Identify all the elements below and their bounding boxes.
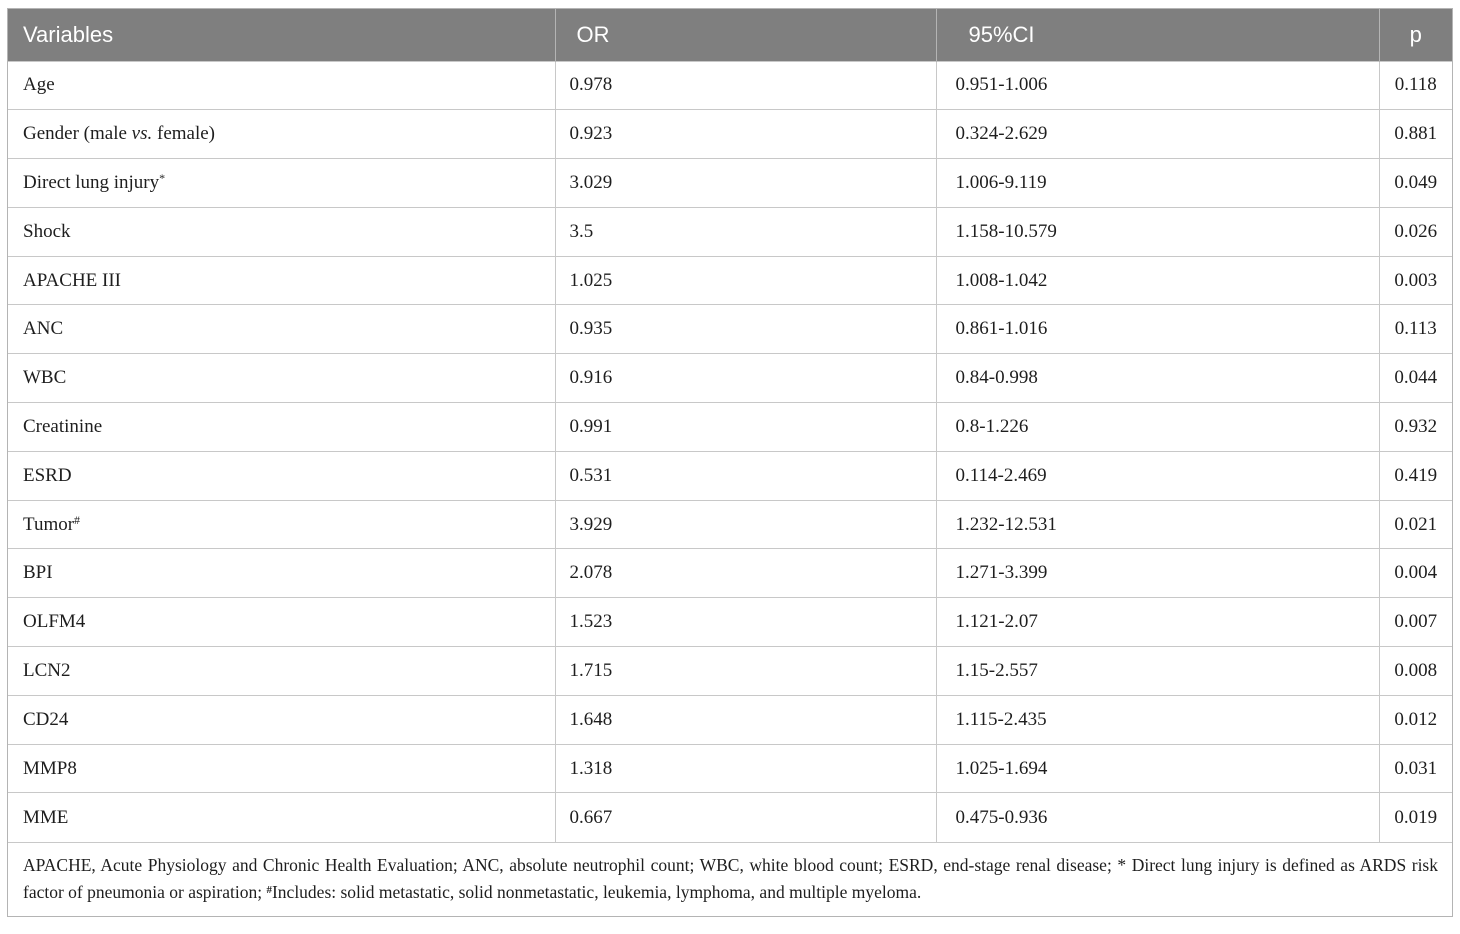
cell-variable [8,207,555,256]
footnote-mark: # [266,883,272,896]
cell-or: 3.5 [555,207,936,256]
cell-ci: 1.025-1.694 [936,744,1379,793]
cell-or: 0.991 [555,403,936,452]
cell-variable [8,256,555,305]
table-row [8,744,1452,793]
table-row [8,695,1452,744]
cell-ci: 1.008-1.042 [936,256,1379,305]
cell-p: 0.113 [1379,305,1452,354]
header-variables: Variables [8,9,555,61]
cell-ci: 1.115-2.435 [936,695,1379,744]
table-row [8,305,1452,354]
cell-p: 0.007 [1379,598,1452,647]
variable-name: CD24 [23,708,69,730]
cell-ci: 1.271-3.399 [936,549,1379,598]
variable-name: Creatinine [23,415,103,437]
table-row [8,647,1452,696]
cell-ci: 0.861-1.016 [936,305,1379,354]
cell-variable [8,793,555,842]
variable-footnote-mark: * [159,170,166,185]
cell-variable [8,61,555,110]
cell-variable [8,354,555,403]
table-row [8,110,1452,159]
cell-variable [8,695,555,744]
table-header [8,9,1452,61]
cell-variable [8,647,555,696]
cell-or: 0.531 [555,451,936,500]
table-row [8,598,1452,647]
cell-variable [8,403,555,452]
table-row [8,159,1452,208]
cell-ci: 0.114-2.469 [936,451,1379,500]
cell-p: 0.419 [1379,451,1452,500]
variable-name: ANC [23,318,64,340]
cell-p: 0.049 [1379,159,1452,208]
cell-variable [8,549,555,598]
cell-variable [8,110,555,159]
cell-p: 0.044 [1379,354,1452,403]
cell-or: 0.667 [555,793,936,842]
cell-or: 0.923 [555,110,936,159]
cell-p: 0.118 [1379,61,1452,110]
cell-ci: 0.475-0.936 [936,793,1379,842]
variable-name: APACHE III [23,269,121,291]
cell-or: 1.715 [555,647,936,696]
cell-p: 0.008 [1379,647,1452,696]
cell-or: 3.929 [555,500,936,549]
cell-ci: 0.84-0.998 [936,354,1379,403]
table-row [8,549,1452,598]
cell-p: 0.031 [1379,744,1452,793]
variable-name: BPI [23,562,53,584]
cell-variable [8,500,555,549]
table-row [8,354,1452,403]
variable-name: Tumor [23,513,75,535]
cell-or: 0.916 [555,354,936,403]
variable-name: MME [23,806,69,828]
table-row [8,403,1452,452]
cell-or: 0.978 [555,61,936,110]
variable-name: Age [23,74,55,96]
cell-p: 0.019 [1379,793,1452,842]
header-row [8,9,1452,61]
table-row [8,256,1452,305]
table-body [8,61,1452,842]
cell-p: 0.003 [1379,256,1452,305]
cell-or: 0.935 [555,305,936,354]
cell-p: 0.026 [1379,207,1452,256]
cell-or: 1.025 [555,256,936,305]
variable-name: Gender (male vs. female) [23,123,216,145]
results-table-container [7,8,1453,917]
header-p: p [1379,9,1452,61]
variable-name: MMP8 [23,757,77,779]
table-row [8,451,1452,500]
cell-or: 2.078 [555,549,936,598]
variable-footnote-mark: # [74,512,81,527]
variable-name: OLFM4 [23,611,86,633]
table-row [8,500,1452,549]
table-footnote [8,842,1452,916]
variable-name: WBC [23,367,67,389]
odds-ratio-table [8,9,1452,842]
variable-name: LCN2 [23,659,71,681]
cell-p: 0.004 [1379,549,1452,598]
table-row [8,207,1452,256]
cell-ci: 1.15-2.557 [936,647,1379,696]
cell-or: 1.648 [555,695,936,744]
cell-p: 0.021 [1379,500,1452,549]
cell-variable [8,159,555,208]
cell-ci: 1.121-2.07 [936,598,1379,647]
cell-ci: 0.324-2.629 [936,110,1379,159]
cell-variable [8,451,555,500]
cell-variable [8,744,555,793]
variable-name: Shock [23,220,71,242]
cell-or: 1.523 [555,598,936,647]
footnote-text-1: APACHE, Acute Physiology and Chronic Health Evaluation; ANC, absolute neutrophil count; WBC, white blood count; ESRD, end-stage renal disease; * Direct lung injury is defined as ARDS risk factor of pneumonia or aspiration; [23,854,1438,902]
cell-ci: 1.006-9.119 [936,159,1379,208]
cell-ci: 1.232-12.531 [936,500,1379,549]
cell-p: 0.932 [1379,403,1452,452]
variable-name: Direct lung injury [23,171,160,193]
cell-variable [8,305,555,354]
cell-ci: 1.158-10.579 [936,207,1379,256]
cell-or: 3.029 [555,159,936,208]
cell-p: 0.881 [1379,110,1452,159]
variable-name: ESRD [23,464,72,486]
footnote-text-2: Includes: solid metastatic, solid nonmetastatic, leukemia, lymphoma, and multiple myeloma. [271,881,922,902]
cell-ci: 0.951-1.006 [936,61,1379,110]
cell-variable [8,598,555,647]
header-or: OR [555,9,936,61]
table-row [8,61,1452,110]
cell-or: 1.318 [555,744,936,793]
table-row [8,793,1452,842]
cell-p: 0.012 [1379,695,1452,744]
header-ci: 95%CI [936,9,1379,61]
cell-ci: 0.8-1.226 [936,403,1379,452]
